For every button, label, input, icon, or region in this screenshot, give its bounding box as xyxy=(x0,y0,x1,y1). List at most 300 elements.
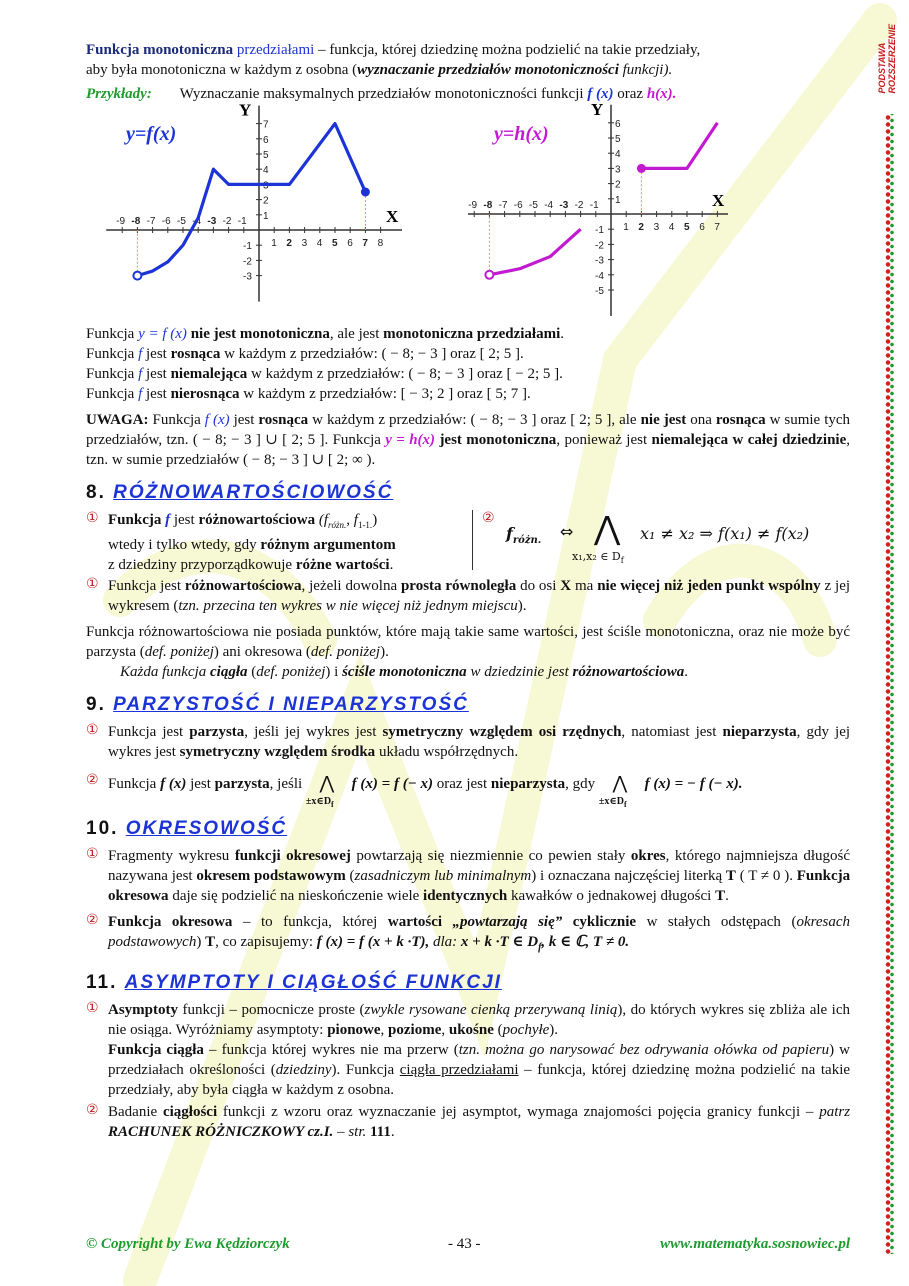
s9-num: 9. xyxy=(86,694,106,715)
x-axis-label: X xyxy=(712,191,725,210)
a3a: Funkcja xyxy=(86,366,135,382)
formula-lhs xyxy=(506,524,541,546)
s10-p1i: zasadniczym lub minimalnym xyxy=(354,868,532,884)
x-tick-label: -5 xyxy=(529,200,538,211)
x-axis-label: X xyxy=(386,207,399,226)
graph-title: y=h(x) xyxy=(494,123,549,145)
series-branch-1 xyxy=(489,229,580,275)
quant-odd-under-sub: f xyxy=(623,800,627,809)
open-endpoint xyxy=(133,272,141,280)
quant-even-symbol: ⋀ xyxy=(319,773,335,794)
s9-p1d: symetryczny względem osi rzędnych xyxy=(382,724,622,740)
circle-one-icon: ① xyxy=(86,846,99,862)
s11-p2f: dziedziny xyxy=(275,1062,332,1078)
s8-p2g: ma xyxy=(575,578,594,594)
s8-p2h: nie więcej niż xyxy=(597,578,684,594)
def-b: aby była monotoniczna w każdym z osobna ( xyxy=(86,62,358,78)
def-bold: wyznaczanie przedziałów monotoniczności xyxy=(357,62,619,78)
s10-p1d: okres xyxy=(630,848,666,864)
s9-item-1 xyxy=(86,722,850,762)
s11-p2a: Funkcja ciągła xyxy=(108,1042,204,1058)
u-b: jest xyxy=(233,412,255,428)
a3e: w każdym z przedziałów: ( − 8; − 3 ] oraz [ − 2; 5 ]. xyxy=(250,366,563,382)
s11-p3d: granicy funkcji – xyxy=(706,1104,814,1120)
page-content xyxy=(86,40,850,1142)
x-tick-label: -1 xyxy=(589,200,599,211)
s8-item-2 xyxy=(86,576,850,616)
examples-line xyxy=(86,84,850,104)
u-d: w każdym z przedziałów: ( − 8; − 3 ] oraz [ 2; 5 ], ale xyxy=(312,412,637,428)
u-a: Funkcja xyxy=(152,412,201,428)
side-dots-green xyxy=(889,114,895,1254)
s11-p2b: – funkcja której wykres nie ma przerw ( xyxy=(209,1042,459,1058)
u-e: nie jest xyxy=(640,412,687,428)
s11-p2c: tzn. można go narysować bez odrywania xyxy=(458,1042,709,1058)
s10-item-2 xyxy=(86,912,850,958)
s10-num: 10. xyxy=(86,818,119,839)
x-tick-label: 2 xyxy=(638,222,644,233)
a1b: y = f (x) xyxy=(138,326,187,342)
s9-p1c: , jeśli jej wykres jest xyxy=(244,724,377,740)
s11-item-2 xyxy=(86,1102,850,1142)
s8-p2d: prosta równoległa xyxy=(400,578,517,594)
s10-p1f: najmniejsza długość nazywana jest xyxy=(108,848,851,884)
s8-p1e: (f xyxy=(318,512,328,528)
closed-endpoint xyxy=(637,164,646,173)
x-tick-label: -3 xyxy=(207,216,217,227)
u-f2: ona xyxy=(690,412,712,428)
y-tick-label: 3 xyxy=(615,164,621,176)
a1c: nie jest monotoniczna xyxy=(190,326,330,342)
a1a: Funkcja xyxy=(86,326,135,342)
formula-rhs: x₁ ≠ x₂ ⇒ f(x₁) ≠ f(x₂) xyxy=(640,524,810,543)
and-word: oraz xyxy=(617,86,644,102)
copyright: © Copyright by Ewa Kędziorczyk xyxy=(86,1236,290,1252)
analysis-2 xyxy=(86,344,850,364)
intro-line-2 xyxy=(86,60,850,80)
x-tick-label: 6 xyxy=(699,222,705,233)
section-9-heading xyxy=(86,694,850,716)
s8-formula xyxy=(482,510,852,570)
term2: przedziałami xyxy=(236,42,315,58)
s11-p1g: , xyxy=(380,1022,385,1038)
s11-title: ASYMPTOTY I CIĄGŁOŚĆ FUNKCJI xyxy=(124,972,502,993)
s9-p2j: f (x) = − f (− x). xyxy=(644,776,743,792)
s11-p1k: ( xyxy=(497,1022,503,1038)
x-tick-label: -8 xyxy=(483,200,493,211)
u-i: jest monotoniczna xyxy=(439,432,557,448)
x-tick-label: -7 xyxy=(498,200,508,211)
s10-p2n: x + k ·T ∈ D xyxy=(460,934,539,950)
circle-two-icon: ② xyxy=(86,1102,99,1118)
x-tick-label: 2 xyxy=(286,238,292,249)
s9-p2i: , gdy xyxy=(565,776,596,792)
s8-p4g: w dziedzinie jest xyxy=(470,664,569,680)
x-tick-label: -4 xyxy=(192,216,202,227)
circle-two-icon: ② xyxy=(482,510,495,526)
page-number: - 43 - xyxy=(448,1236,481,1252)
site-url[interactable]: www.matematyka.sosnowiec.pl xyxy=(660,1236,850,1252)
analysis-1: Funkcja y = f (x) nie jest monotoniczna, ale jest monotoniczna przedziałami. xyxy=(86,326,564,342)
s9-p1f: nieparzysta xyxy=(722,724,797,740)
y-tick-label: 1 xyxy=(615,194,621,206)
s10-item-1: ① Fragmenty wykresu funkcji okresowej powtarzają się niezmiennie co pewien stały okres, którego najmniejsza długość nazywana jest okresem podstawowym (zasadniczym lub minimalnym) i oznaczana najczęściej literką T ( T ≠ 0 ). Funkcja okresowa daje się podzielić na nieskończenie wiele identycznych kawałków o jednakowej długości T. xyxy=(86,846,851,904)
s11-p2g: ). Funkcja xyxy=(331,1062,395,1078)
s8-p4e: ) i xyxy=(325,664,339,680)
f-symbol: f (x) xyxy=(587,86,614,102)
s11-p1j: ukośne xyxy=(448,1022,494,1038)
quant-under xyxy=(572,550,624,565)
graphs-row xyxy=(86,104,850,322)
y-axis-label: Y xyxy=(591,104,604,119)
s8-para-3 xyxy=(86,622,850,662)
x-tick-label: -2 xyxy=(574,200,584,211)
y-tick-label: 4 xyxy=(615,149,621,161)
graph-h xyxy=(468,104,768,322)
s8-p2c: , jeżeli dowolna xyxy=(301,578,398,594)
s11-p2j: której dziedzinę można podzielić na takie przedziały, aby była ciągła w każdym z osobna. xyxy=(108,1062,851,1098)
circle-one-icon: ① xyxy=(86,576,99,592)
a2b: f xyxy=(138,346,143,362)
y-tick-label: -2 xyxy=(243,256,252,268)
s8-p3e: ). xyxy=(380,644,389,660)
s8-p1k: różne wartości xyxy=(295,557,390,573)
a4a: Funkcja xyxy=(86,386,135,402)
u-g: rosnąca xyxy=(715,412,766,428)
x-tick-label: 3 xyxy=(301,238,308,249)
s8-p3d: def. poniżej xyxy=(310,644,381,660)
s10-p1j: ) xyxy=(531,868,537,884)
a3d: niemalejąca xyxy=(170,366,248,382)
side-strip xyxy=(873,24,903,1254)
y-tick-label: 2 xyxy=(615,179,621,191)
u-l: , tzn. w sumie przedziałów ( − 8; − 3 ] ∪ [ 2; ∞ ). xyxy=(86,432,850,468)
u-k: niemalejąca w całej dziedzinie xyxy=(651,432,847,448)
s11-p1d: ), do których xyxy=(617,1002,696,1018)
quant-odd-symbol: ⋀ xyxy=(612,773,628,794)
s10-p1r: kawałków o jednakowej długości xyxy=(510,888,712,904)
x-tick-label: 5 xyxy=(332,238,338,249)
quant-even-under-sub: f xyxy=(331,800,334,809)
s10-p1m: ( T ≠ 0 ). xyxy=(739,868,793,884)
graph-f xyxy=(102,104,442,322)
quant-odd-under-text: ±x∈D xyxy=(598,796,624,807)
s8-p4a: Każda funkcja xyxy=(120,664,207,680)
x-tick-label: 6 xyxy=(347,238,353,249)
s10-p1o: daje się podzielić na nieskończenie xyxy=(172,888,384,904)
s11-p3g: – str. xyxy=(337,1124,367,1140)
s9-p2g: oraz jest xyxy=(436,776,488,792)
s10-p2a: Funkcja okresowa xyxy=(108,914,233,930)
s8-p1h: wtedy i tylko wtedy, gdy xyxy=(108,537,257,553)
s8-p1d: różnowartościowa xyxy=(198,512,316,528)
y-tick-label: -3 xyxy=(243,271,252,283)
quant-odd-under xyxy=(599,790,627,817)
s8-para-4 xyxy=(86,662,850,682)
formula-sub: różn. xyxy=(512,535,542,547)
s8-p2i: jeden punkt wspólny xyxy=(687,578,821,594)
x-tick-label: -1 xyxy=(237,216,247,227)
s8-p4h: różnowartościowa xyxy=(572,664,685,680)
x-tick-label: -9 xyxy=(468,200,478,211)
s10-p1a: Fragmenty wykresu xyxy=(108,848,230,864)
s8-p1j: z dziedziny przyporządkowuje xyxy=(108,557,293,573)
closed-endpoint xyxy=(361,188,370,197)
s11-p1c: zwykle rysowane cienką przerywaną linią xyxy=(364,1002,618,1018)
a2c: jest xyxy=(146,346,167,362)
a2d: rosnąca xyxy=(170,346,221,362)
s10-p2c: wartości xyxy=(387,914,443,930)
s8-def-block xyxy=(86,509,850,573)
x-tick-label: 5 xyxy=(684,222,690,233)
s9-p2a: Funkcja xyxy=(108,776,157,792)
analysis-4 xyxy=(86,384,850,404)
examples-label: Przykłady: xyxy=(86,86,152,102)
s8-p2l: ). xyxy=(517,598,527,614)
s11-p1l: pochyłe xyxy=(502,1022,550,1038)
s11-p2d: ołówka od papieru xyxy=(713,1042,830,1058)
y-tick-label: -4 xyxy=(595,270,604,282)
s11-p3a: Badanie xyxy=(108,1104,158,1120)
x-tick-label: -5 xyxy=(177,216,186,227)
circle-two-icon: ② xyxy=(86,772,99,788)
a3c: jest xyxy=(146,366,167,382)
a2e: w każdym z przedziałów: ( − 8; − 3 ] oraz [ 2; 5 ]. xyxy=(224,346,524,362)
side-label-1: PODSTAWA xyxy=(877,42,887,94)
s11-num: 11. xyxy=(86,972,118,993)
formula-f: f xyxy=(506,524,513,543)
series-branch-2 xyxy=(641,123,717,169)
s10-p2e: cyklicznie xyxy=(572,914,637,930)
s11-p1m: ). xyxy=(549,1022,559,1038)
y-tick-label: 6 xyxy=(615,118,621,130)
open-endpoint xyxy=(485,271,493,279)
s9-p1i: układu współrzędnych. xyxy=(378,744,519,760)
s11-p3f: RACHUNEK RÓŻNICZKOWY cz.I. xyxy=(108,1124,334,1140)
s9-p2d: parzysta xyxy=(214,776,270,792)
s11-p1a: Asymptoty xyxy=(108,1002,178,1018)
a1e: monotoniczna przedziałami xyxy=(383,326,561,342)
side-label-2: ROZSZERZENIE xyxy=(887,24,897,94)
y-tick-label: 5 xyxy=(615,134,621,145)
section-8-heading xyxy=(86,482,850,504)
u-y: y = h(x) xyxy=(385,432,436,448)
y-axis-label: Y xyxy=(239,104,252,120)
circle-one-icon: ① xyxy=(86,1000,99,1016)
x-tick-label: 4 xyxy=(668,222,675,233)
y-tick-label: 1 xyxy=(263,210,269,222)
s10-p2d: „powtarzają się” xyxy=(452,914,563,930)
a1d: , ale jest xyxy=(329,326,380,342)
quant-even-under xyxy=(306,790,334,817)
quant-under-sub: f xyxy=(620,556,624,566)
x-tick-label: 7 xyxy=(362,238,368,249)
s8-p4c: ( xyxy=(251,664,257,680)
s11-p1e: wykres się zbliża ale ich nie osiąga. Wyróżniamy asymptoty: xyxy=(108,1002,850,1038)
s11-p2h: ciągła przedziałami xyxy=(399,1062,519,1078)
s8-p3c: ) ani okresowa ( xyxy=(213,644,311,660)
s9-p2c: jest xyxy=(190,776,211,792)
y-tick-label: -3 xyxy=(595,255,604,267)
s8-p2b: różnowartościowa xyxy=(184,578,302,594)
a3b: f xyxy=(138,366,143,382)
s8-p4f: ściśle monotoniczna xyxy=(342,664,467,680)
uwaga-paragraph: UWAGA: Funkcja f (x) jest rosnąca w każdym z przedziałów: ( − 8; − 3 ] oraz [ 2; 5 ], ale nie jest ona rosnąca w sumie tych przedziałów, tzn. ( − 8; − 3 ] ∪ [ 2; 5 ]. Funkcja y = h(x) jest monotoniczna, ponieważ jest niemalejąca w całej dziedzinie, tzn. w sumie przedziałów ( − 8; − 3 ] ∪ [ 2; ∞ ). xyxy=(86,412,851,468)
s8-p2k: tzn. przecina ten wykres w nie więcej niż jednym miejscu xyxy=(178,598,518,614)
s8-num: 8. xyxy=(86,482,106,503)
x-tick-label: 7 xyxy=(714,222,720,233)
uwaga-label: UWAGA: xyxy=(86,412,149,428)
x-tick-label: 8 xyxy=(377,238,384,249)
u-c: rosnąca xyxy=(258,412,309,428)
x-tick-label: -6 xyxy=(513,200,523,211)
y-tick-label: 7 xyxy=(263,119,269,131)
s11-p3i: . xyxy=(390,1124,395,1140)
s10-p2f: w stałych odstępach xyxy=(646,914,781,930)
s10-p2b: – to funkcja, której xyxy=(242,914,378,930)
a4e: w każdym z przedziałów: [ − 3; 2 ] oraz [ 5; 7 ]. xyxy=(243,386,531,402)
s9-item-2 xyxy=(86,772,850,808)
quantifier-symbol: ⋀ xyxy=(594,509,621,547)
s8-p1b: f xyxy=(165,512,171,528)
section-11-heading xyxy=(86,972,850,994)
quant-even-under-text: ±x∈D xyxy=(305,796,332,807)
section-10-heading xyxy=(86,818,850,840)
s10-p2o: f xyxy=(538,942,542,953)
s8-title: RÓŻNOWARTOŚCIOWOŚĆ xyxy=(113,482,394,503)
s11-p3e: patrz xyxy=(819,1104,851,1120)
s9-p1b: parzysta xyxy=(189,724,245,740)
s10-p1c: powtarzają się niezmiennie co pewien stały xyxy=(356,848,626,864)
s10-p2h: okresach podstawowych xyxy=(108,914,851,950)
s10-p1b: funkcji okresowej xyxy=(234,848,351,864)
s9-p1a: Funkcja jest xyxy=(108,724,184,740)
y-tick-label: 3 xyxy=(263,180,269,192)
s11-item-1 xyxy=(86,1000,850,1100)
s11-p1i: , xyxy=(441,1022,446,1038)
intro-line-1 xyxy=(86,40,850,60)
circle-two-icon: ② xyxy=(86,912,99,928)
x-tick-label: -7 xyxy=(146,216,156,227)
s10-p1e: , którego xyxy=(665,848,721,864)
divider xyxy=(472,510,473,570)
s10-p1p: wiele xyxy=(386,888,420,904)
s10-p1g: okresem podstawowym xyxy=(196,868,346,884)
s11-p2i: – funkcja, xyxy=(524,1062,586,1078)
y-tick-label: -1 xyxy=(595,225,604,237)
s10-p2p: , k ∈ ℂ, T ≠ 0. xyxy=(541,934,630,950)
def-a: – funkcja, której dziedzinę można podzielić na takie przedziały, xyxy=(314,42,701,58)
x-tick-label: -2 xyxy=(222,216,232,227)
s9-p1h: symetryczny względem środka xyxy=(179,744,376,760)
s8-p1i: różnym argumentom xyxy=(260,537,396,553)
circle-one-icon: ① xyxy=(86,510,99,526)
s8-p2j: z jej wykresem ( xyxy=(108,578,851,614)
s9-p1e: , natomiast jest xyxy=(621,724,717,740)
s10-title: OKRESOWOŚĆ xyxy=(125,818,288,839)
y-tick-label: 4 xyxy=(263,165,269,177)
s9-p1g: , gdy jej wykres jest xyxy=(108,724,851,760)
a4b: f xyxy=(138,386,143,402)
s8-p1g: ) xyxy=(372,512,378,528)
quant-under-text: x₁,x₂ ∈ D xyxy=(572,550,621,563)
h-symbol: h(x). xyxy=(646,86,677,102)
s11-p3b: ciągłości xyxy=(162,1104,218,1120)
x-tick-label: 3 xyxy=(653,222,660,233)
s10-p2m: dla: xyxy=(432,934,458,950)
y-tick-label: -2 xyxy=(595,240,604,252)
x-tick-label: 4 xyxy=(316,238,323,249)
a4c: jest xyxy=(146,386,167,402)
s9-p2h: nieparzysta xyxy=(490,776,566,792)
s10-p1s: T xyxy=(715,888,726,904)
s8-p1f: , f xyxy=(346,512,358,528)
s8-p1a: Funkcja xyxy=(108,512,162,528)
s8-p2a: Funkcja jest xyxy=(108,578,182,594)
s10-p1l: T xyxy=(725,868,736,884)
u-f: f (x) xyxy=(204,412,230,428)
s10-p1q: identycznych xyxy=(423,888,508,904)
y-tick-label: 6 xyxy=(263,134,269,146)
x-tick-label: 1 xyxy=(623,222,629,233)
series-line xyxy=(137,124,365,276)
s8-def-left: ① Funkcja f jest różnowartościowa ($f_{różn.}$, $f_{1-1.}$) wtedy i tylko wtedy, gdy różnym argumentom z dziedziny przyporządkowuje różne wartości. xyxy=(86,510,396,573)
s8-p4b: ciągła xyxy=(210,664,248,680)
a2a: Funkcja xyxy=(86,346,135,362)
s9-title: PARZYSTOŚĆ I NIEPARZYSTOŚĆ xyxy=(113,694,469,715)
y-tick-label: -5 xyxy=(595,286,604,297)
s9-p2b: f (x) xyxy=(160,776,187,792)
circle-one-icon: ① xyxy=(86,722,99,738)
s8-p3: Funkcja różnowartościowa nie posiada punktów, które mają takie same wartości, jest ściśle monotoniczna, oraz nie może być parzysta ( xyxy=(86,624,850,660)
x-tick-label: -6 xyxy=(161,216,171,227)
s10-p1h: ( xyxy=(349,868,355,884)
s8-p4d: def. poniżej xyxy=(256,664,326,680)
s11-p3c: funkcji z wzoru oraz wyznaczanie jej asymptot, wymaga znajomości pojęcia xyxy=(222,1104,702,1120)
x-tick-label: -9 xyxy=(116,216,126,227)
s10-p2j: T xyxy=(205,934,216,950)
side-label xyxy=(877,24,897,94)
x-tick-label: 1 xyxy=(271,238,277,249)
term: Funkcja monotoniczna xyxy=(86,42,234,58)
s9-p2e: , jeśli xyxy=(269,776,303,792)
a4d: nierosnąca xyxy=(170,386,240,402)
x-tick-label: -3 xyxy=(559,200,569,211)
s9-p2f: f (x) = f (− x) xyxy=(351,776,434,792)
s10-p2g: ( xyxy=(791,914,797,930)
iff-symbol: ⇔ xyxy=(560,522,574,541)
u-j: ponieważ jest xyxy=(564,432,648,448)
s10-p2i: ) xyxy=(196,934,202,950)
s8-p1sub: różn. xyxy=(328,520,347,530)
s8-p2f: X xyxy=(560,578,572,594)
s8-p2e: do osi xyxy=(520,578,557,594)
s8-p1sub2: 1-1. xyxy=(357,520,373,530)
s11-p1b: funkcji – pomocnicze proste ( xyxy=(182,1002,365,1018)
x-tick-label: -4 xyxy=(544,200,554,211)
examples-text: Wyznaczanie maksymalnych przedziałów monotoniczności funkcji xyxy=(179,86,584,102)
s8-p4i: . xyxy=(684,664,688,680)
s8-p1c: jest xyxy=(173,512,195,528)
graph-title: y=f(x) xyxy=(126,123,177,145)
s10-p1n: Funkcja okresowa xyxy=(108,868,851,904)
s11-p1f: pionowe xyxy=(327,1022,381,1038)
s10-p2k: , co zapisujemy: xyxy=(215,934,313,950)
u-h: w sumie tych przedziałów, tzn. ( − 8; − 3 ] ∪ [ 2; 5 ]. Funkcja xyxy=(86,412,851,448)
s10-p2l: f (x) = f (x + k ·T), xyxy=(316,934,430,950)
s8-p3b: def. poniżej xyxy=(144,644,214,660)
s11-p2e: ) w przedziałach określoności ( xyxy=(108,1042,850,1078)
